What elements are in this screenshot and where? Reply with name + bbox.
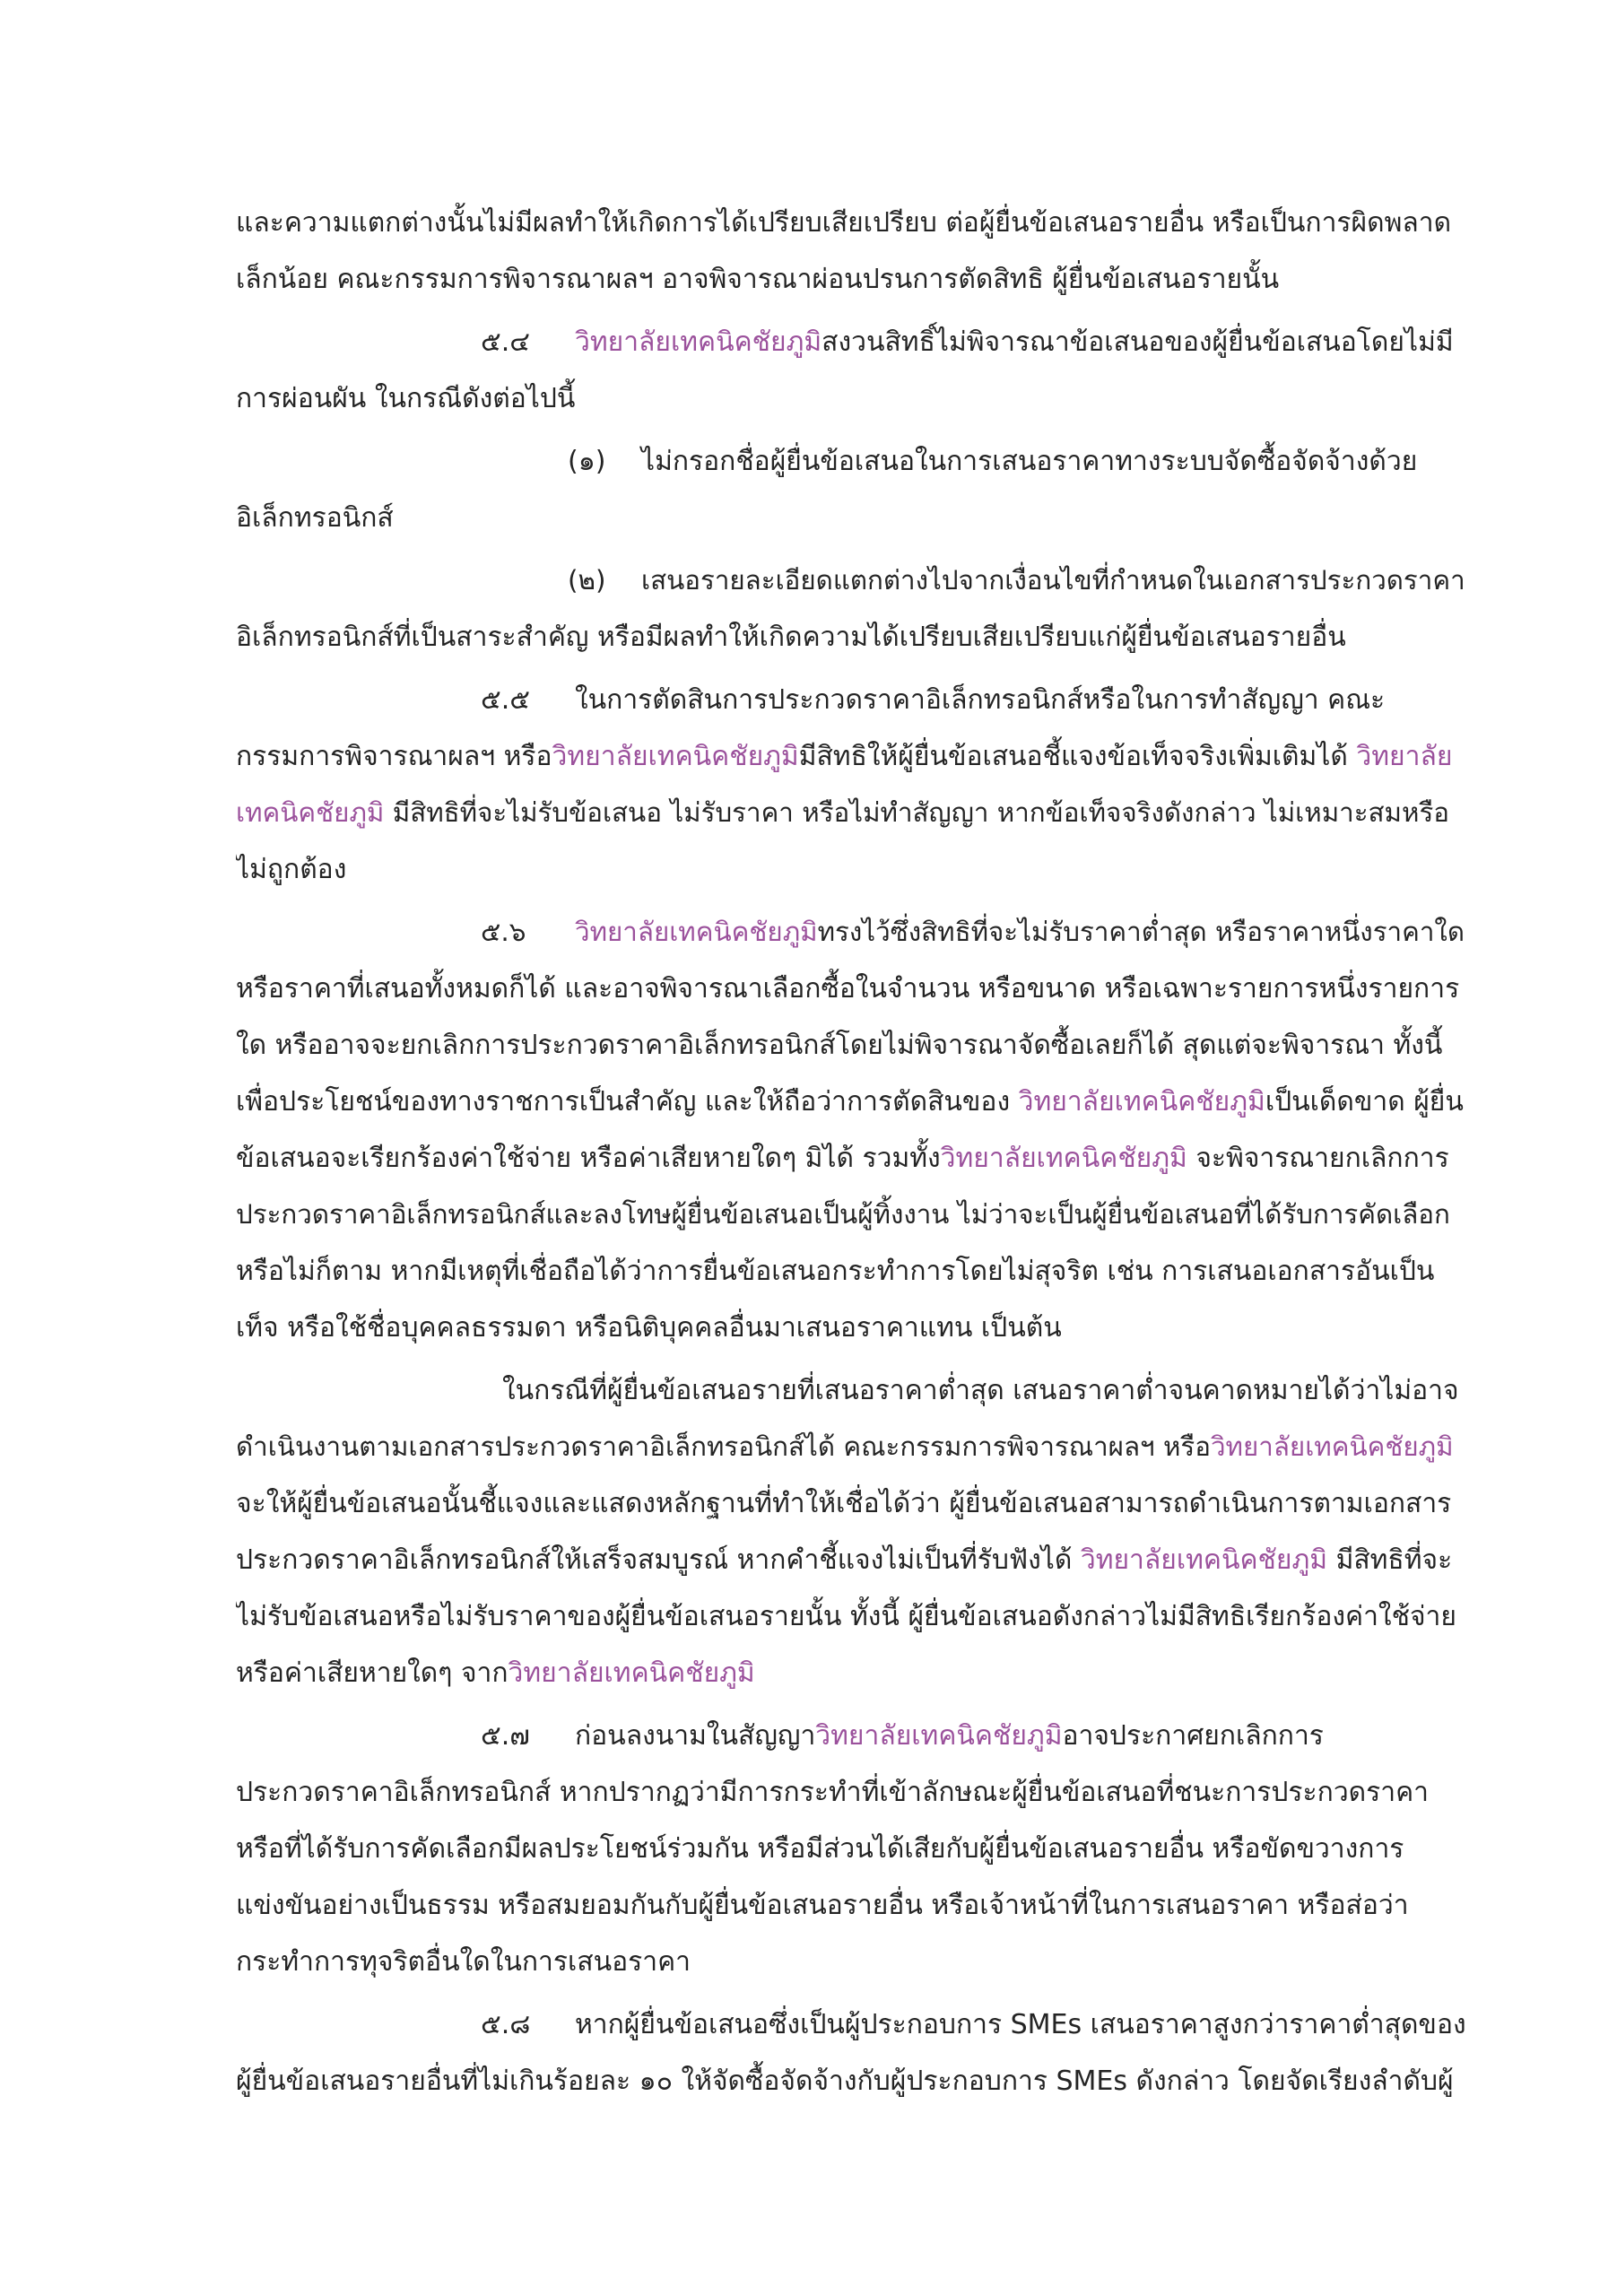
text-segment: หรือค่าเสียหายใดๆ จาก	[236, 1657, 509, 1689]
text-line	[236, 1532, 1466, 1588]
text-segment: มีสิทธิที่จะไม่รับข้อเสนอ ไม่รับราคา หรือไม่ทำสัญญา หากข้อเท็จจริงดังกล่าว ไม่เหมาะสมหรือ	[384, 797, 1450, 828]
text-line	[236, 1475, 1466, 1532]
text-line	[236, 1588, 1466, 1645]
text-line	[236, 433, 1466, 490]
text-segment: การผ่อนผัน ในกรณีดังต่อไปนี้	[236, 383, 576, 414]
item-number: (๒)	[568, 565, 606, 596]
text-segment: เพื่อประโยชน์ของทางราชการเป็นสำคัญ และให้ถือว่าการตัดสินของ	[236, 1086, 1019, 1118]
text-line	[236, 370, 1466, 427]
text-line	[236, 1074, 1466, 1130]
text-line	[236, 785, 1466, 841]
text-segment: หากผู้ยื่นข้อเสนอซึ่งเป็นผู้ประกอบการ SMEs เสนอราคาสูงกว่าราคาต่ำสุดของ	[575, 2009, 1466, 2040]
clause-number: ๕.๖	[481, 917, 526, 947]
text-segment: แข่งขันอย่างเป็นธรรม หรือสมยอมกันกับผู้ยื่นข้อเสนอรายอื่น หรือเจ้าหน้าที่ในการเสนอราคา หรือส่อว่า	[236, 1890, 1409, 1921]
institution-name: วิทยาลัยเทคนิคชัยภูมิ	[575, 326, 822, 358]
text-line	[236, 1996, 1466, 2053]
text-segment: ในการตัดสินการประกวดราคาอิเล็กทรอนิกส์หรือในการทำสัญญา คณะ	[575, 684, 1386, 716]
text-line	[236, 1362, 1466, 1419]
institution-name: วิทยาลัยเทคนิคชัยภูมิ	[1210, 1431, 1454, 1462]
text-line	[236, 251, 1466, 308]
text-segment: อิเล็กทรอนิกส์	[236, 502, 394, 534]
text-segment: มีสิทธิให้ผู้ยื่นข้อเสนอชี้แจงข้อเท็จจริงเพิ่มเติมได้	[798, 741, 1357, 772]
list-item	[236, 552, 1466, 665]
text-segment: อาจประกาศยกเลิกการ	[1062, 1720, 1324, 1752]
clause	[236, 1996, 1466, 2109]
text-segment: ไม่ถูกต้อง	[236, 854, 347, 885]
text-line	[236, 1187, 1466, 1243]
text-line	[236, 552, 1466, 609]
clause	[236, 904, 1466, 1356]
text-line	[236, 904, 1466, 961]
institution-name: วิทยาลัยเทคนิคชัยภูมิ	[508, 1657, 755, 1689]
text-line	[236, 2053, 1466, 2109]
text-line	[236, 1708, 1466, 1764]
text-segment: ดำเนินงานตามเอกสารประกวดราคาอิเล็กทรอนิกส์ได้ คณะกรรมการพิจารณาผลฯ หรือ	[236, 1431, 1211, 1462]
text-line	[236, 1645, 1466, 1701]
text-line	[236, 490, 1466, 546]
clause-number: ๕.๗	[481, 1720, 530, 1752]
text-line	[236, 1877, 1466, 1934]
text-segment: ผู้ยื่นข้อเสนอรายอื่นที่ไม่เกินร้อยละ ๑๐ ให้จัดซื้อจัดจ้างกับผู้ประกอบการ SMEs ดังกล่าว โดยจัดเรียงลำดับผู้	[236, 2066, 1454, 2097]
text-segment: เป็นเด็ดขาด ผู้ยื่น	[1265, 1086, 1464, 1118]
text-line	[236, 1764, 1466, 1821]
institution-name: เทคนิคชัยภูมิ	[236, 797, 385, 828]
text-line	[236, 1934, 1466, 1990]
text-segment: และความแตกต่างนั้นไม่มีผลทำให้เกิดการได้เปรียบเสียเปรียบ ต่อผู้ยื่นข้อเสนอรายอื่น หรือเป็นการผิดพลาด	[236, 207, 1452, 239]
institution-name: วิทยาลัยเทคนิคชัยภูมิ	[1080, 1544, 1328, 1576]
text-segment: ใด หรืออาจจะยกเลิกการประกวดราคาอิเล็กทรอนิกส์โดยไม่พิจารณาจัดซื้อเลยก็ได้ สุดแต่จะพิจารณา ทั้งนี้	[236, 1030, 1443, 1061]
text-segment: หรือที่ได้รับการคัดเลือกมีผลประโยชน์ร่วมกัน หรือมีส่วนได้เสียกับผู้ยื่นข้อเสนอรายอื่น หรือขัดขวางการ	[236, 1833, 1404, 1865]
text-segment: จะให้ผู้ยื่นข้อเสนอนั้นชี้แจงและแสดงหลักฐานที่ทำให้เชื่อได้ว่า ผู้ยื่นข้อเสนอสามารถดำเนินการตามเอกสาร	[236, 1488, 1452, 1519]
text-line	[236, 961, 1466, 1017]
text-segment: สงวนสิทธิ์ไม่พิจารณาข้อเสนอของผู้ยื่นข้อเสนอโดยไม่มี	[822, 326, 1454, 358]
text-line	[236, 1243, 1466, 1300]
list-item	[236, 433, 1466, 546]
text-segment: หรือไม่ก็ตาม หากมีเหตุที่เชื่อถือได้ว่าการยื่นข้อเสนอกระทำการโดยไม่สุจริต เช่น การเสนอเอกสารอันเป็น	[236, 1256, 1435, 1287]
text-line	[236, 841, 1466, 898]
institution-name: วิทยาลัย	[1356, 741, 1453, 772]
text-segment: ไม่กรอกชื่อผู้ยื่นข้อเสนอในการเสนอราคาทางระบบจัดซื้อจัดจ้างด้วย	[641, 446, 1418, 477]
text-segment: ประกวดราคาอิเล็กทรอนิกส์และลงโทษผู้ยื่นข้อเสนอเป็นผู้ทิ้งงาน ไม่ว่าจะเป็นผู้ยื่นข้อเสนอที่ได้รับการคัดเลือก	[236, 1199, 1450, 1230]
text-segment: ประกวดราคาอิเล็กทรอนิกส์ หากปรากฏว่ามีการกระทำที่เข้าลักษณะผู้ยื่นข้อเสนอที่ชนะการประกวดราคา	[236, 1777, 1430, 1808]
text-segment: กรรมการพิจารณาผลฯ หรือ	[236, 741, 552, 772]
text-segment: มีสิทธิที่จะ	[1327, 1544, 1453, 1576]
text-line	[236, 1821, 1466, 1877]
text-segment: ไม่รับข้อเสนอหรือไม่รับราคาของผู้ยื่นข้อเสนอรายนั้น ทั้งนี้ ผู้ยื่นข้อเสนอดังกล่าวไม่มีสิทธิเรียกร้องค่าใช้จ่าย	[236, 1601, 1456, 1632]
text-line	[236, 1017, 1466, 1074]
text-line	[236, 672, 1466, 728]
institution-name: วิทยาลัยเทคนิคชัยภูมิ	[940, 1143, 1187, 1174]
text-segment: กระทำการทุจริตอื่นใดในการเสนอราคา	[236, 1946, 691, 1978]
institution-name: วิทยาลัยเทคนิคชัยภูมิ	[575, 917, 818, 947]
text-segment: เท็จ หรือใช้ชื่อบุคคลธรรมดา หรือนิติบุคคลอื่นมาเสนอราคาแทน เป็นต้น	[236, 1312, 1062, 1344]
text-segment: หรือราคาที่เสนอทั้งหมดก็ได้ และอาจพิจารณาเลือกซื้อในจำนวน หรือขนาด หรือเฉพาะรายการหนึ่งรายการ	[236, 973, 1460, 1004]
text-line	[236, 195, 1466, 251]
text-segment: ทรงไว้ซึ่งสิทธิที่จะไม่รับราคาต่ำสุด หรือราคาหนึ่งราคาใด	[817, 917, 1465, 947]
paragraph	[236, 195, 1466, 308]
document-body	[236, 195, 1466, 2109]
clause	[236, 1708, 1466, 1990]
text-segment: เสนอรายละเอียดแตกต่างไปจากเงื่อนไขที่กำหนดในเอกสารประกวดราคา	[641, 565, 1465, 596]
text-segment: อิเล็กทรอนิกส์ที่เป็นสาระสำคัญ หรือมีผลทำให้เกิดความได้เปรียบเสียเปรียบแก่ผู้ยื่นข้อเสนอรายอื่น	[236, 622, 1346, 653]
text-line	[236, 1130, 1466, 1187]
text-line	[236, 1300, 1466, 1356]
clause-number: ๕.๔	[481, 326, 530, 358]
item-number: (๑)	[568, 446, 606, 477]
text-segment: ประกวดราคาอิเล็กทรอนิกส์ให้เสร็จสมบูรณ์ หากคำชี้แจงไม่เป็นที่รับฟังได้	[236, 1544, 1081, 1576]
institution-name: วิทยาลัยเทคนิคชัยภูมิ	[815, 1720, 1063, 1752]
text-segment: จะพิจารณายกเลิกการ	[1187, 1143, 1449, 1174]
clause-number: ๕.๕	[481, 684, 530, 716]
text-line	[236, 609, 1466, 665]
text-segment: เล็กน้อย คณะกรรมการพิจารณาผลฯ อาจพิจารณาผ่อนปรนการตัดสิทธิ ผู้ยื่นข้อเสนอรายนั้น	[236, 264, 1280, 295]
clause	[236, 672, 1466, 898]
institution-name: วิทยาลัยเทคนิคชัยภูมิ	[1018, 1086, 1265, 1118]
text-segment: ก่อนลงนามในสัญญา	[575, 1720, 816, 1752]
clause	[236, 314, 1466, 427]
text-segment: ข้อเสนอจะเรียกร้องค่าใช้จ่าย หรือค่าเสียหายใดๆ มิได้ รวมทั้ง	[236, 1143, 941, 1174]
text-line	[236, 728, 1466, 785]
institution-name: วิทยาลัยเทคนิคชัยภูมิ	[552, 741, 799, 772]
text-line	[236, 314, 1466, 370]
paragraph	[236, 1362, 1466, 1701]
text-segment: ในกรณีที่ผู้ยื่นข้อเสนอรายที่เสนอราคาต่ำสุด เสนอราคาต่ำจนคาดหมายได้ว่าไม่อาจ	[502, 1375, 1459, 1406]
clause-number: ๕.๘	[481, 2009, 531, 2040]
text-line	[236, 1419, 1466, 1475]
